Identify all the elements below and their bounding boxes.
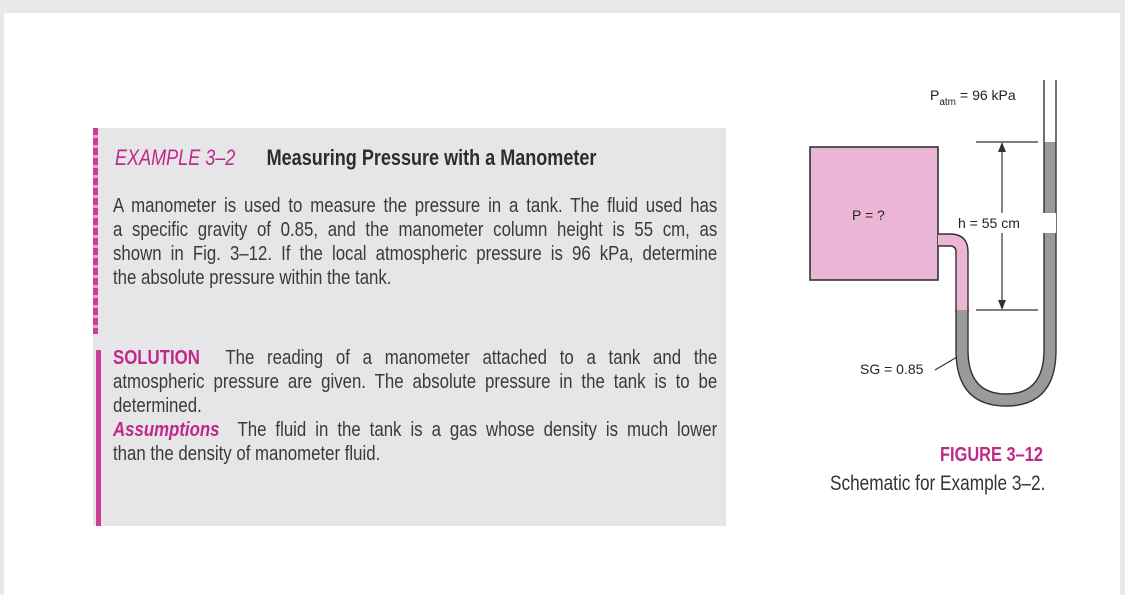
problem-statement (113, 194, 717, 290)
figure-caption-number: FIGURE 3–12 (940, 444, 1043, 466)
height-arrow-up (998, 142, 1006, 152)
tank-pressure-label: P = ? (852, 207, 885, 223)
connector-tube-fluid (938, 240, 962, 313)
height-arrow-down (998, 300, 1006, 310)
specific-gravity-leader (935, 357, 957, 370)
example-accent-bar-solid (96, 350, 101, 526)
u-tube-outer-wall (956, 80, 1056, 406)
problem-line: shown in Fig. 3–12. If the local atmospheric pressure is 96 kPa, determine (113, 242, 718, 265)
p-atm-label: $P_{atm} = 96$ kPa (930, 87, 1016, 108)
problem-line: A manometer is used to measure the pressure in a tank. The fluid used has (113, 194, 718, 217)
example-title: Measuring Pressure with a Manometer (266, 145, 597, 170)
assumptions-line: The fluid in the tank is a gas whose density is much lower (237, 418, 718, 441)
u-tube-inner-wall (968, 80, 1044, 394)
example-box (93, 128, 726, 526)
manometer-schematic (790, 70, 1070, 420)
solution-section (113, 346, 717, 466)
assumptions-label: Assumptions (113, 418, 220, 441)
example-number: EXAMPLE 3–2 (115, 145, 236, 170)
connector-tube-inner-wall (938, 246, 956, 313)
solution-line: atmospheric pressure are given. The absolute pressure in the tank is to be (113, 370, 718, 393)
specific-gravity-label: SG = 0.85 (860, 361, 924, 377)
solution-line: determined. (113, 394, 202, 417)
height-label: h = 55 cm (958, 215, 1020, 231)
example-heading (115, 145, 596, 171)
figure-caption-text: Schematic for Example 3–2. (830, 472, 1046, 495)
manometer-fluid (962, 142, 1050, 400)
example-accent-bar-striped (93, 128, 98, 334)
assumptions-line: than the density of manometer fluid. (113, 442, 381, 465)
solution-line: The reading of a manometer attached to a tank and the (225, 346, 718, 369)
problem-line: the absolute pressure within the tank. (113, 266, 392, 289)
problem-line: a specific gravity of 0.85, and the manometer column height is 55 cm, as (113, 218, 718, 241)
solution-label: SOLUTION (113, 346, 200, 369)
